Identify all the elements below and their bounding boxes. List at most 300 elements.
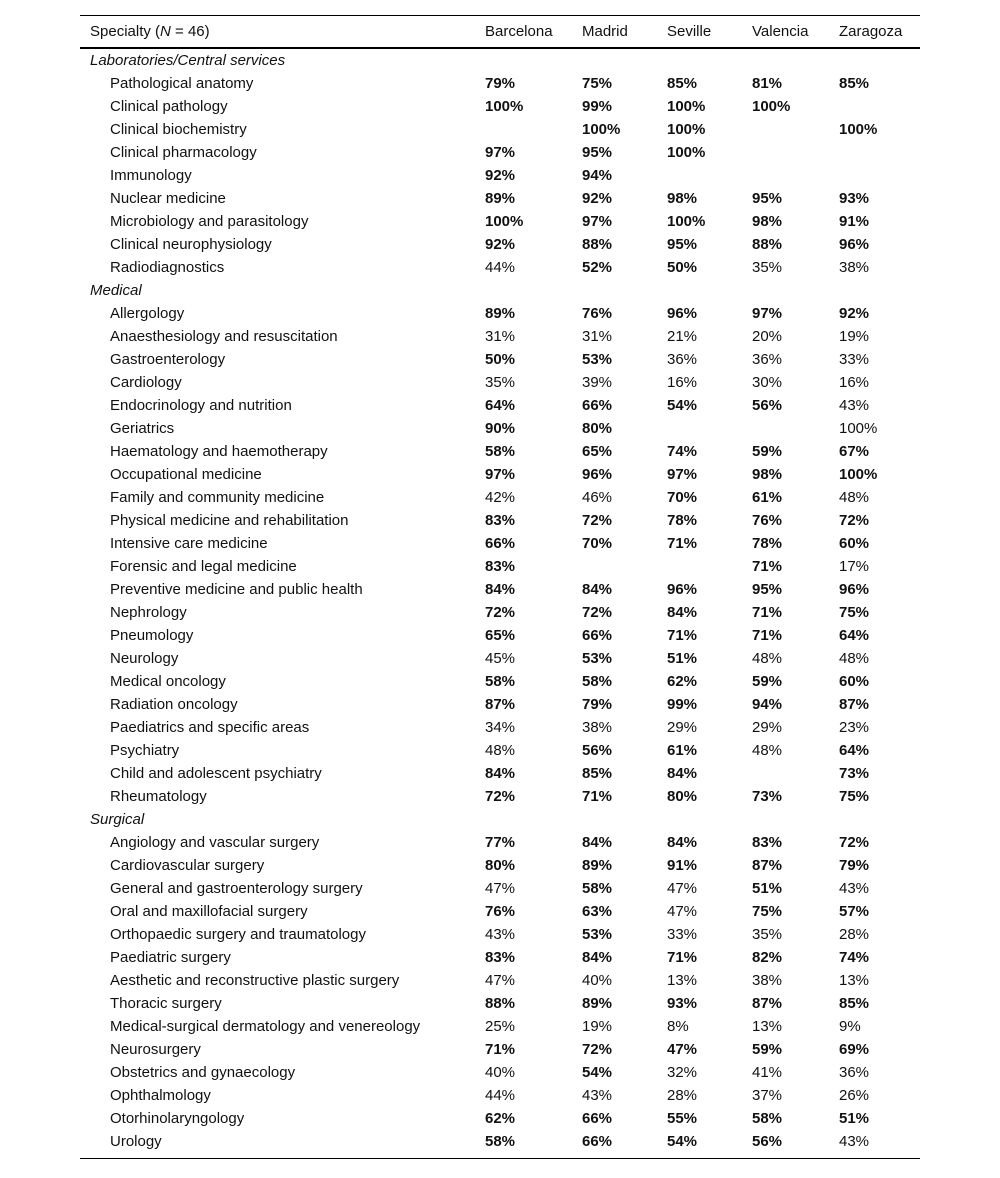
percentage-cell: 95%: [582, 144, 613, 161]
header-valencia: Valencia: [752, 23, 809, 40]
percentage-cell: 48%: [839, 650, 870, 667]
percentage-cell: 95%: [752, 581, 783, 598]
table-row: [80, 233, 920, 256]
percentage-cell: 91%: [839, 213, 870, 230]
percentage-cell: 83%: [752, 834, 783, 851]
percentage-cell: 84%: [485, 765, 516, 782]
percentage-cell: 96%: [582, 466, 613, 483]
percentage-cell: 87%: [485, 696, 516, 713]
percentage-cell: 95%: [752, 190, 783, 207]
percentage-cell: 56%: [752, 397, 783, 414]
percentage-cell: 48%: [752, 650, 783, 667]
table-row: [80, 946, 920, 969]
percentage-cell: 88%: [582, 236, 613, 253]
specialty-name: Immunology: [110, 167, 192, 184]
specialty-name: Anaesthesiology and resuscitation: [110, 328, 338, 345]
percentage-cell: 61%: [752, 489, 783, 506]
section-title: Laboratories/Central services: [90, 52, 286, 69]
percentage-cell: 78%: [752, 535, 783, 552]
percentage-cell: 87%: [839, 696, 870, 713]
header-madrid: Madrid: [582, 23, 628, 40]
percentage-cell: 93%: [839, 190, 870, 207]
percentage-cell: 28%: [839, 926, 870, 943]
percentage-cell: 76%: [752, 512, 783, 529]
table-row: [80, 716, 920, 739]
percentage-cell: 78%: [667, 512, 698, 529]
table-row: [80, 693, 920, 716]
percentage-cell: 83%: [485, 512, 516, 529]
percentage-cell: 98%: [752, 466, 783, 483]
percentage-cell: 75%: [582, 75, 613, 92]
table-row: [80, 141, 920, 164]
percentage-cell: 42%: [485, 489, 516, 506]
header-n: N: [160, 23, 171, 40]
table-row: [80, 969, 920, 992]
table-row: [80, 670, 920, 693]
percentage-cell: 84%: [582, 581, 613, 598]
percentage-cell: 30%: [752, 374, 783, 391]
percentage-cell: 84%: [485, 581, 516, 598]
percentage-cell: 97%: [667, 466, 698, 483]
percentage-cell: 31%: [582, 328, 613, 345]
table-row: [80, 509, 920, 532]
percentage-cell: 36%: [839, 1064, 870, 1081]
percentage-cell: 75%: [839, 788, 870, 805]
percentage-cell: 71%: [667, 949, 698, 966]
percentage-cell: 56%: [582, 742, 613, 759]
percentage-cell: 88%: [485, 995, 516, 1012]
percentage-cell: 9%: [839, 1018, 861, 1035]
percentage-cell: 47%: [667, 903, 698, 920]
table-row: [80, 647, 920, 670]
percentage-cell: 100%: [839, 466, 878, 483]
percentage-cell: 80%: [582, 420, 613, 437]
percentage-cell: 61%: [667, 742, 698, 759]
percentage-cell: 57%: [839, 903, 870, 920]
table-bottom-rule: [80, 1158, 920, 1159]
percentage-cell: 71%: [485, 1041, 516, 1058]
table-row: [80, 923, 920, 946]
percentage-cell: 100%: [752, 98, 791, 115]
section-row: [80, 279, 920, 302]
table-row: [80, 578, 920, 601]
percentage-cell: 99%: [582, 98, 613, 115]
percentage-cell: 84%: [667, 604, 698, 621]
percentage-cell: 29%: [752, 719, 783, 736]
percentage-cell: 62%: [667, 673, 698, 690]
table-row: [80, 164, 920, 187]
table-row: [80, 877, 920, 900]
specialty-name: Forensic and legal medicine: [110, 558, 297, 575]
percentage-cell: 58%: [582, 880, 613, 897]
percentage-cell: 84%: [667, 765, 698, 782]
percentage-cell: 28%: [667, 1087, 698, 1104]
table-row: [80, 1015, 920, 1038]
percentage-cell: 48%: [485, 742, 516, 759]
percentage-cell: 52%: [582, 259, 613, 276]
table-row: [80, 739, 920, 762]
percentage-cell: 54%: [582, 1064, 613, 1081]
percentage-cell: 19%: [582, 1018, 613, 1035]
percentage-cell: 72%: [582, 1041, 613, 1058]
percentage-cell: 100%: [667, 98, 706, 115]
percentage-cell: 60%: [839, 535, 870, 552]
section-row: [80, 49, 920, 72]
percentage-cell: 38%: [582, 719, 613, 736]
percentage-cell: 89%: [485, 190, 516, 207]
table-row: [80, 72, 920, 95]
percentage-cell: 75%: [839, 604, 870, 621]
percentage-cell: 48%: [839, 489, 870, 506]
specialty-name: Pneumology: [110, 627, 194, 644]
percentage-cell: 64%: [839, 627, 870, 644]
percentage-cell: 51%: [667, 650, 698, 667]
percentage-cell: 50%: [667, 259, 698, 276]
specialty-name: Child and adolescent psychiatry: [110, 765, 322, 782]
percentage-cell: 67%: [839, 443, 870, 460]
specialty-name: Paediatric surgery: [110, 949, 231, 966]
specialty-name: Microbiology and parasitology: [110, 213, 309, 230]
specialty-name: Clinical pharmacology: [110, 144, 257, 161]
percentage-cell: 53%: [582, 926, 613, 943]
percentage-cell: 71%: [667, 535, 698, 552]
percentage-cell: 58%: [485, 673, 516, 690]
specialty-name: Neurology: [110, 650, 179, 667]
specialty-name: Geriatrics: [110, 420, 175, 437]
specialty-name: Cardiovascular surgery: [110, 857, 265, 874]
percentage-cell: 72%: [582, 604, 613, 621]
percentage-cell: 79%: [485, 75, 516, 92]
percentage-cell: 98%: [667, 190, 698, 207]
percentage-cell: 58%: [582, 673, 613, 690]
percentage-cell: 89%: [582, 857, 613, 874]
percentage-cell: 54%: [667, 1133, 698, 1150]
percentage-cell: 66%: [582, 1110, 613, 1127]
header-barcelona: Barcelona: [485, 23, 553, 40]
percentage-cell: 66%: [582, 627, 613, 644]
percentage-cell: 47%: [667, 1041, 698, 1058]
table-row: [80, 1130, 920, 1153]
percentage-cell: 44%: [485, 1087, 516, 1104]
percentage-cell: 38%: [752, 972, 783, 989]
percentage-cell: 43%: [839, 880, 870, 897]
percentage-cell: 64%: [839, 742, 870, 759]
percentage-cell: 37%: [752, 1087, 783, 1104]
percentage-cell: 53%: [582, 351, 613, 368]
specialty-name: Obstetrics and gynaecology: [110, 1064, 296, 1081]
percentage-cell: 16%: [839, 374, 870, 391]
header-specialty: [90, 23, 210, 40]
percentage-cell: 77%: [485, 834, 516, 851]
percentage-cell: 63%: [582, 903, 613, 920]
table-row: [80, 118, 920, 141]
section-title: Medical: [90, 282, 142, 299]
table-row: [80, 394, 920, 417]
percentage-cell: 95%: [667, 236, 698, 253]
percentage-cell: 100%: [667, 213, 706, 230]
percentage-cell: 33%: [839, 351, 870, 368]
table-row: [80, 440, 920, 463]
section-title: Surgical: [90, 811, 145, 828]
percentage-cell: 69%: [839, 1041, 870, 1058]
percentage-cell: 85%: [839, 75, 870, 92]
percentage-cell: 91%: [667, 857, 698, 874]
percentage-cell: 17%: [839, 558, 870, 575]
percentage-cell: 36%: [667, 351, 698, 368]
percentage-cell: 87%: [752, 857, 783, 874]
table-row: [80, 486, 920, 509]
percentage-cell: 97%: [485, 144, 516, 161]
specialty-name: Radiodiagnostics: [110, 259, 225, 276]
percentage-cell: 58%: [485, 443, 516, 460]
percentage-cell: 43%: [839, 1133, 870, 1150]
percentage-cell: 96%: [667, 305, 698, 322]
table-row: [80, 1107, 920, 1130]
percentage-cell: 87%: [752, 995, 783, 1012]
percentage-cell: 48%: [752, 742, 783, 759]
specialty-name: Otorhinolaryngology: [110, 1110, 245, 1127]
percentage-cell: 76%: [485, 903, 516, 920]
table-row: [80, 1084, 920, 1107]
specialty-name: Radiation oncology: [110, 696, 238, 713]
specialty-name: Occupational medicine: [110, 466, 262, 483]
table-row: [80, 624, 920, 647]
percentage-cell: 98%: [752, 213, 783, 230]
percentage-cell: 16%: [667, 374, 698, 391]
table-row: [80, 1038, 920, 1061]
percentage-cell: 62%: [485, 1110, 516, 1127]
percentage-cell: 74%: [667, 443, 698, 460]
percentage-cell: 81%: [752, 75, 783, 92]
percentage-cell: 66%: [582, 1133, 613, 1150]
percentage-cell: 31%: [485, 328, 516, 345]
percentage-cell: 79%: [839, 857, 870, 874]
percentage-cell: 50%: [485, 351, 516, 368]
percentage-cell: 100%: [839, 420, 878, 437]
percentage-cell: 40%: [485, 1064, 516, 1081]
percentage-cell: 65%: [485, 627, 516, 644]
percentage-cell: 8%: [667, 1018, 689, 1035]
specialty-name: Physical medicine and rehabilitation: [110, 512, 349, 529]
specialty-name: Nuclear medicine: [110, 190, 226, 207]
specialty-name: Intensive care medicine: [110, 535, 268, 552]
specialty-name: Gastroenterology: [110, 351, 226, 368]
percentage-cell: 100%: [582, 121, 621, 138]
percentage-cell: 92%: [839, 305, 870, 322]
table-row: [80, 95, 920, 118]
specialty-name: Rheumatology: [110, 788, 207, 805]
table-row: [80, 854, 920, 877]
percentage-cell: 83%: [485, 949, 516, 966]
table-row: [80, 210, 920, 233]
table-row: [80, 1061, 920, 1084]
specialty-name: Angiology and vascular surgery: [110, 834, 320, 851]
percentage-cell: 25%: [485, 1018, 516, 1035]
percentage-cell: 70%: [582, 535, 613, 552]
percentage-cell: 85%: [582, 765, 613, 782]
header-specialty-count: = 46): [170, 23, 210, 40]
percentage-cell: 43%: [839, 397, 870, 414]
specialty-table: [80, 15, 920, 1159]
percentage-cell: 23%: [839, 719, 870, 736]
percentage-cell: 89%: [485, 305, 516, 322]
percentage-cell: 71%: [752, 627, 783, 644]
specialty-name: Paediatrics and specific areas: [110, 719, 310, 736]
percentage-cell: 51%: [839, 1110, 870, 1127]
percentage-cell: 56%: [752, 1133, 783, 1150]
percentage-cell: 39%: [582, 374, 613, 391]
percentage-cell: 97%: [582, 213, 613, 230]
table-row: [80, 532, 920, 555]
table-row: [80, 601, 920, 624]
specialty-name: Preventive medicine and public health: [110, 581, 363, 598]
specialty-name: Oral and maxillofacial surgery: [110, 903, 308, 920]
table-row: [80, 256, 920, 279]
percentage-cell: 51%: [752, 880, 783, 897]
percentage-cell: 84%: [667, 834, 698, 851]
percentage-cell: 76%: [582, 305, 613, 322]
table-row: [80, 187, 920, 210]
percentage-cell: 72%: [839, 834, 870, 851]
specialty-name: General and gastroenterology surgery: [110, 880, 363, 897]
percentage-cell: 13%: [752, 1018, 783, 1035]
percentage-cell: 93%: [667, 995, 698, 1012]
percentage-cell: 66%: [582, 397, 613, 414]
table-row: [80, 371, 920, 394]
percentage-cell: 35%: [485, 374, 516, 391]
percentage-cell: 100%: [667, 121, 706, 138]
percentage-cell: 46%: [582, 489, 613, 506]
percentage-cell: 54%: [667, 397, 698, 414]
header-zaragoza: Zaragoza: [839, 23, 903, 40]
percentage-cell: 33%: [667, 926, 698, 943]
percentage-cell: 99%: [667, 696, 698, 713]
percentage-cell: 47%: [485, 972, 516, 989]
specialty-name: Nephrology: [110, 604, 187, 621]
percentage-cell: 92%: [485, 236, 516, 253]
percentage-cell: 20%: [752, 328, 783, 345]
specialty-name: Neurosurgery: [110, 1041, 201, 1058]
percentage-cell: 19%: [839, 328, 870, 345]
specialty-name: Family and community medicine: [110, 489, 325, 506]
percentage-cell: 13%: [667, 972, 698, 989]
percentage-cell: 26%: [839, 1087, 870, 1104]
percentage-cell: 32%: [667, 1064, 698, 1081]
percentage-cell: 71%: [667, 627, 698, 644]
table-row: [80, 463, 920, 486]
percentage-cell: 75%: [752, 903, 783, 920]
percentage-cell: 85%: [839, 995, 870, 1012]
percentage-cell: 72%: [582, 512, 613, 529]
percentage-cell: 38%: [839, 259, 870, 276]
percentage-cell: 43%: [485, 926, 516, 943]
specialty-name: Thoracic surgery: [110, 995, 222, 1012]
percentage-cell: 97%: [752, 305, 783, 322]
percentage-cell: 74%: [839, 949, 870, 966]
specialty-name: Clinical pathology: [110, 98, 228, 115]
table-row: [80, 992, 920, 1015]
specialty-name: Pathological anatomy: [110, 75, 254, 92]
percentage-cell: 47%: [667, 880, 698, 897]
percentage-cell: 71%: [582, 788, 613, 805]
percentage-cell: 80%: [667, 788, 698, 805]
table-row: [80, 555, 920, 578]
table-row: [80, 302, 920, 325]
percentage-cell: 92%: [485, 167, 516, 184]
table-row: [80, 348, 920, 371]
percentage-cell: 64%: [485, 397, 516, 414]
percentage-cell: 44%: [485, 259, 516, 276]
percentage-cell: 72%: [485, 604, 516, 621]
percentage-cell: 47%: [485, 880, 516, 897]
percentage-cell: 73%: [839, 765, 870, 782]
table-row: [80, 785, 920, 808]
percentage-cell: 66%: [485, 535, 516, 552]
percentage-cell: 60%: [839, 673, 870, 690]
percentage-cell: 94%: [752, 696, 783, 713]
percentage-cell: 65%: [582, 443, 613, 460]
table-header: [80, 15, 920, 49]
percentage-cell: 58%: [485, 1133, 516, 1150]
specialty-name: Aesthetic and reconstructive plastic surgery: [110, 972, 400, 989]
percentage-cell: 84%: [582, 949, 613, 966]
percentage-cell: 21%: [667, 328, 698, 345]
percentage-cell: 58%: [752, 1110, 783, 1127]
percentage-cell: 29%: [667, 719, 698, 736]
specialty-name: Haematology and haemotherapy: [110, 443, 328, 460]
percentage-cell: 96%: [839, 581, 870, 598]
percentage-cell: 53%: [582, 650, 613, 667]
percentage-cell: 97%: [485, 466, 516, 483]
specialty-name: Medical oncology: [110, 673, 226, 690]
percentage-cell: 72%: [485, 788, 516, 805]
percentage-cell: 45%: [485, 650, 516, 667]
percentage-cell: 94%: [582, 167, 613, 184]
table-row: [80, 325, 920, 348]
percentage-cell: 92%: [582, 190, 613, 207]
header-seville: Seville: [667, 23, 712, 40]
table-row: [80, 417, 920, 440]
percentage-cell: 43%: [582, 1087, 613, 1104]
percentage-cell: 100%: [667, 144, 706, 161]
percentage-cell: 85%: [667, 75, 698, 92]
percentage-cell: 59%: [752, 673, 783, 690]
percentage-cell: 80%: [485, 857, 516, 874]
percentage-cell: 96%: [839, 236, 870, 253]
table-body: [80, 49, 920, 1153]
specialty-name: Orthopaedic surgery and traumatology: [110, 926, 366, 943]
percentage-cell: 82%: [752, 949, 783, 966]
percentage-cell: 35%: [752, 926, 783, 943]
specialty-name: Psychiatry: [110, 742, 180, 759]
percentage-cell: 36%: [752, 351, 783, 368]
specialty-name: Clinical neurophysiology: [110, 236, 272, 253]
percentage-cell: 83%: [485, 558, 516, 575]
percentage-cell: 55%: [667, 1110, 698, 1127]
header-specialty-prefix: Specialty (: [90, 23, 161, 40]
percentage-cell: 35%: [752, 259, 783, 276]
specialty-name: Medical-surgical dermatology and venereology: [110, 1018, 421, 1035]
percentage-cell: 84%: [582, 834, 613, 851]
table-row: [80, 762, 920, 785]
percentage-cell: 72%: [839, 512, 870, 529]
percentage-cell: 59%: [752, 443, 783, 460]
percentage-cell: 79%: [582, 696, 613, 713]
percentage-cell: 88%: [752, 236, 783, 253]
percentage-cell: 71%: [752, 558, 783, 575]
percentage-cell: 100%: [839, 121, 878, 138]
table-row: [80, 900, 920, 923]
